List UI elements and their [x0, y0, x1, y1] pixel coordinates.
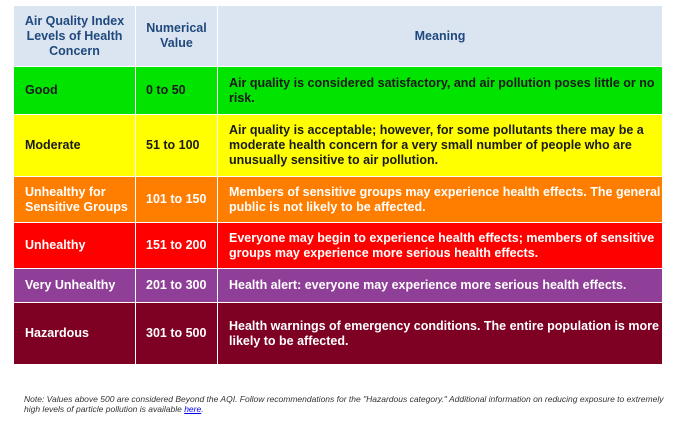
- header-level: Air Quality Index Levels of Health Concern: [14, 6, 136, 67]
- meaning-cell: Air quality is acceptable; however, for some pollutants there may be a moderate health concern for a very small number of people who are unusually sensitive to air pollution.: [218, 115, 663, 177]
- meaning-cell: Air quality is considered satisfactory, and air pollution poses little or no risk.: [218, 67, 663, 115]
- meaning-cell: Health alert: everyone may experience more serious health effects.: [218, 269, 663, 303]
- table-row-unhealthy-sensitive: [14, 177, 663, 223]
- value-cell: 0 to 50: [136, 67, 218, 115]
- value-cell: 51 to 100: [136, 115, 218, 177]
- footnote-text: Note: Values above 500 are considered Beyond the AQI. Follow recommendations for the "Hazardous category." Additional information on reducing exposure to extremely high levels of particle pollution is available: [24, 394, 664, 414]
- table-row-very-unhealthy: [14, 269, 663, 303]
- header-meaning: Meaning: [218, 6, 663, 67]
- value-cell: 101 to 150: [136, 177, 218, 223]
- footnote: [24, 394, 664, 414]
- table-row-moderate: [14, 115, 663, 177]
- here-link[interactable]: here: [184, 404, 202, 414]
- level-cell: Moderate: [14, 115, 136, 177]
- value-cell: 301 to 500: [136, 303, 218, 365]
- level-cell: Hazardous: [14, 303, 136, 365]
- level-cell: Good: [14, 67, 136, 115]
- meaning-cell: Members of sensitive groups may experience health effects. The general public is not likely to be affected.: [218, 177, 663, 223]
- level-cell: Unhealthy: [14, 223, 136, 269]
- header-value: Numerical Value: [136, 6, 218, 67]
- level-cell: Very Unhealthy: [14, 269, 136, 303]
- table-row-hazardous: [14, 303, 663, 365]
- meaning-cell: Health warnings of emergency conditions. The entire population is more likely to be affected.: [218, 303, 663, 365]
- table-row-good: [14, 67, 663, 115]
- value-cell: 151 to 200: [136, 223, 218, 269]
- table-header-row: [14, 6, 663, 67]
- aqi-table: [13, 5, 663, 365]
- footnote-end: .: [201, 404, 204, 414]
- meaning-cell: Everyone may begin to experience health effects; members of sensitive groups may experience more serious health effects.: [218, 223, 663, 269]
- value-cell: 201 to 300: [136, 269, 218, 303]
- level-cell: Unhealthy for Sensitive Groups: [14, 177, 136, 223]
- table-row-unhealthy: [14, 223, 663, 269]
